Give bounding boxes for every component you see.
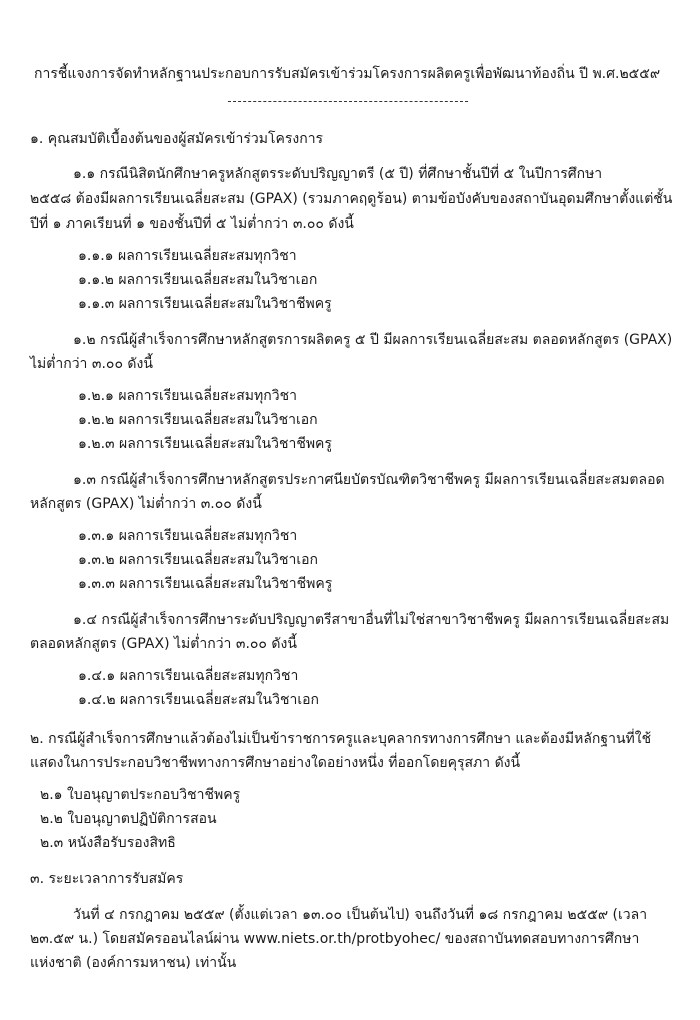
para-1-1-line-1: ๑.๑ กรณีนิสิตนักศึกษาครูหลักสูตรระดับปริญญาตรี (๕ ปี) ที่ศึกษาชั้นปีที่ ๕ ในปีการศึกษา (73, 166, 603, 182)
para-1-3-line-1: ๑.๓ กรณีผู้สำเร็จการศึกษาหลักสูตรประกาศนียบัตรบัณฑิตวิชาชีพครู มีผลการเรียนเฉลี่ยสะสมตลอด (73, 472, 665, 488)
list-item: ๑.๒.๑ ผลการเรียนเฉลี่ยสะสมทุกวิชา (78, 388, 297, 404)
section-3-line-1: วันที่ ๔ กรกฎาคม ๒๕๕๙ (ตั้งแต่เวลา ๑๓.๐๐ เป็นต้นไป) จนถึงวันที่ ๑๘ กรกฎาคม ๒๕๕๙ (เวลา (73, 907, 648, 923)
list-item: ๒.๑ ใบอนุญาตประกอบวิชาชีพครู (40, 787, 241, 803)
section-3-line-3: แห่งชาติ (องค์การมหาชน) เท่านั้น (30, 955, 237, 971)
document-title: การชี้แจงการจัดทำหลักฐานประกอบการรับสมัครเข้าร่วมโครงการผลิตครูเพื่อพัฒนาท้องถิ่น ปี พ.ศ.๒๕๕๙ (34, 66, 661, 82)
para-1-1-line-3: ปีที่ ๑ ภาคเรียนที่ ๑ ของชั้นปีที่ ๕ ไม่ต่ำกว่า ๓.๐๐ ดังนี้ (30, 216, 354, 232)
list-item: ๑.๒.๒ ผลการเรียนเฉลี่ยสะสมในวิชาเอก (78, 412, 318, 428)
para-1-3-line-2: หลักสูตร (GPAX) ไม่ต่ำกว่า ๓.๐๐ ดังนี้ (30, 496, 262, 512)
para-1-1-line-2: ๒๕๕๘ ต้องมีผลการเรียนเฉลี่ยสะสม (GPAX) (รวมภาคฤดูร้อน) ตามข้อบังคับของสถาบันอุดมศึกษาตั้งแต่ชั้น (30, 191, 673, 207)
list-item: ๑.๔.๒ ผลการเรียนเฉลี่ยสะสมในวิชาเอก (78, 692, 320, 708)
list-item: ๒.๒ ใบอนุญาตปฏิบัติการสอน (40, 811, 217, 827)
list-item: ๑.๒.๓ ผลการเรียนเฉลี่ยสะสมในวิชาชีพครู (78, 436, 332, 452)
section-2-line-1: ๒. กรณีผู้สำเร็จการศึกษาแล้วต้องไม่เป็นข้าราชการครูและบุคลากรทางการศึกษา และต้องมีหลักฐานที่ใช้ (30, 731, 652, 747)
para-1-2-line-2: ไม่ต่ำกว่า ๓.๐๐ ดังนี้ (30, 356, 153, 372)
list-item: ๒.๓ หนังสือรับรองสิทธิ (40, 835, 176, 851)
section-1-heading: ๑. คุณสมบัติเบื้องต้นของผู้สมัครเข้าร่วมโครงการ (30, 131, 324, 147)
section-2-line-2: แสดงในการประกอบวิชาชีพทางการศึกษาอย่างใดอย่างหนึ่ง ที่ออกโดยคุรุสภา ดังนี้ (30, 755, 521, 771)
list-item: ๑.๓.๑ ผลการเรียนเฉลี่ยสะสมทุกวิชา (78, 528, 298, 544)
list-item: ๑.๑.๑ ผลการเรียนเฉลี่ยสะสมทุกวิชา (78, 248, 297, 264)
para-1-4-line-1: ๑.๔ กรณีผู้สำเร็จการศึกษาระดับปริญญาตรีสาขาอื่นที่ไม่ใช่สาขาวิชาชีพครู มีผลการเรียนเฉลี่ยสะสม (73, 612, 670, 628)
para-1-2-line-1: ๑.๒ กรณีผู้สำเร็จการศึกษาหลักสูตรการผลิตครู ๕ ปี มีผลการเรียนเฉลี่ยสะสม ตลอดหลักสูตร (GPAX) (73, 332, 673, 348)
list-item: ๑.๓.๒ ผลการเรียนเฉลี่ยสะสมในวิชาเอก (78, 552, 318, 568)
title-divider (228, 101, 468, 102)
list-item: ๑.๓.๓ ผลการเรียนเฉลี่ยสะสมในวิชาชีพครู (78, 576, 333, 592)
section-3-line-2: ๒๓.๕๙ น.) โดยสมัครออนไลน์ผ่าน www.niets.or.th/protbyohec/ ของสถาบันทดสอบทางการศึกษา (30, 931, 640, 947)
list-item: ๑.๔.๑ ผลการเรียนเฉลี่ยสะสมทุกวิชา (78, 668, 299, 684)
list-item: ๑.๑.๓ ผลการเรียนเฉลี่ยสะสมในวิชาชีพครู (78, 296, 332, 312)
para-1-4-line-2: ตลอดหลักสูตร (GPAX) ไม่ต่ำกว่า ๓.๐๐ ดังนี้ (30, 636, 297, 652)
section-3-heading: ๓. ระยะเวลาการรับสมัคร (30, 871, 184, 887)
list-item: ๑.๑.๒ ผลการเรียนเฉลี่ยสะสมในวิชาเอก (78, 272, 318, 288)
